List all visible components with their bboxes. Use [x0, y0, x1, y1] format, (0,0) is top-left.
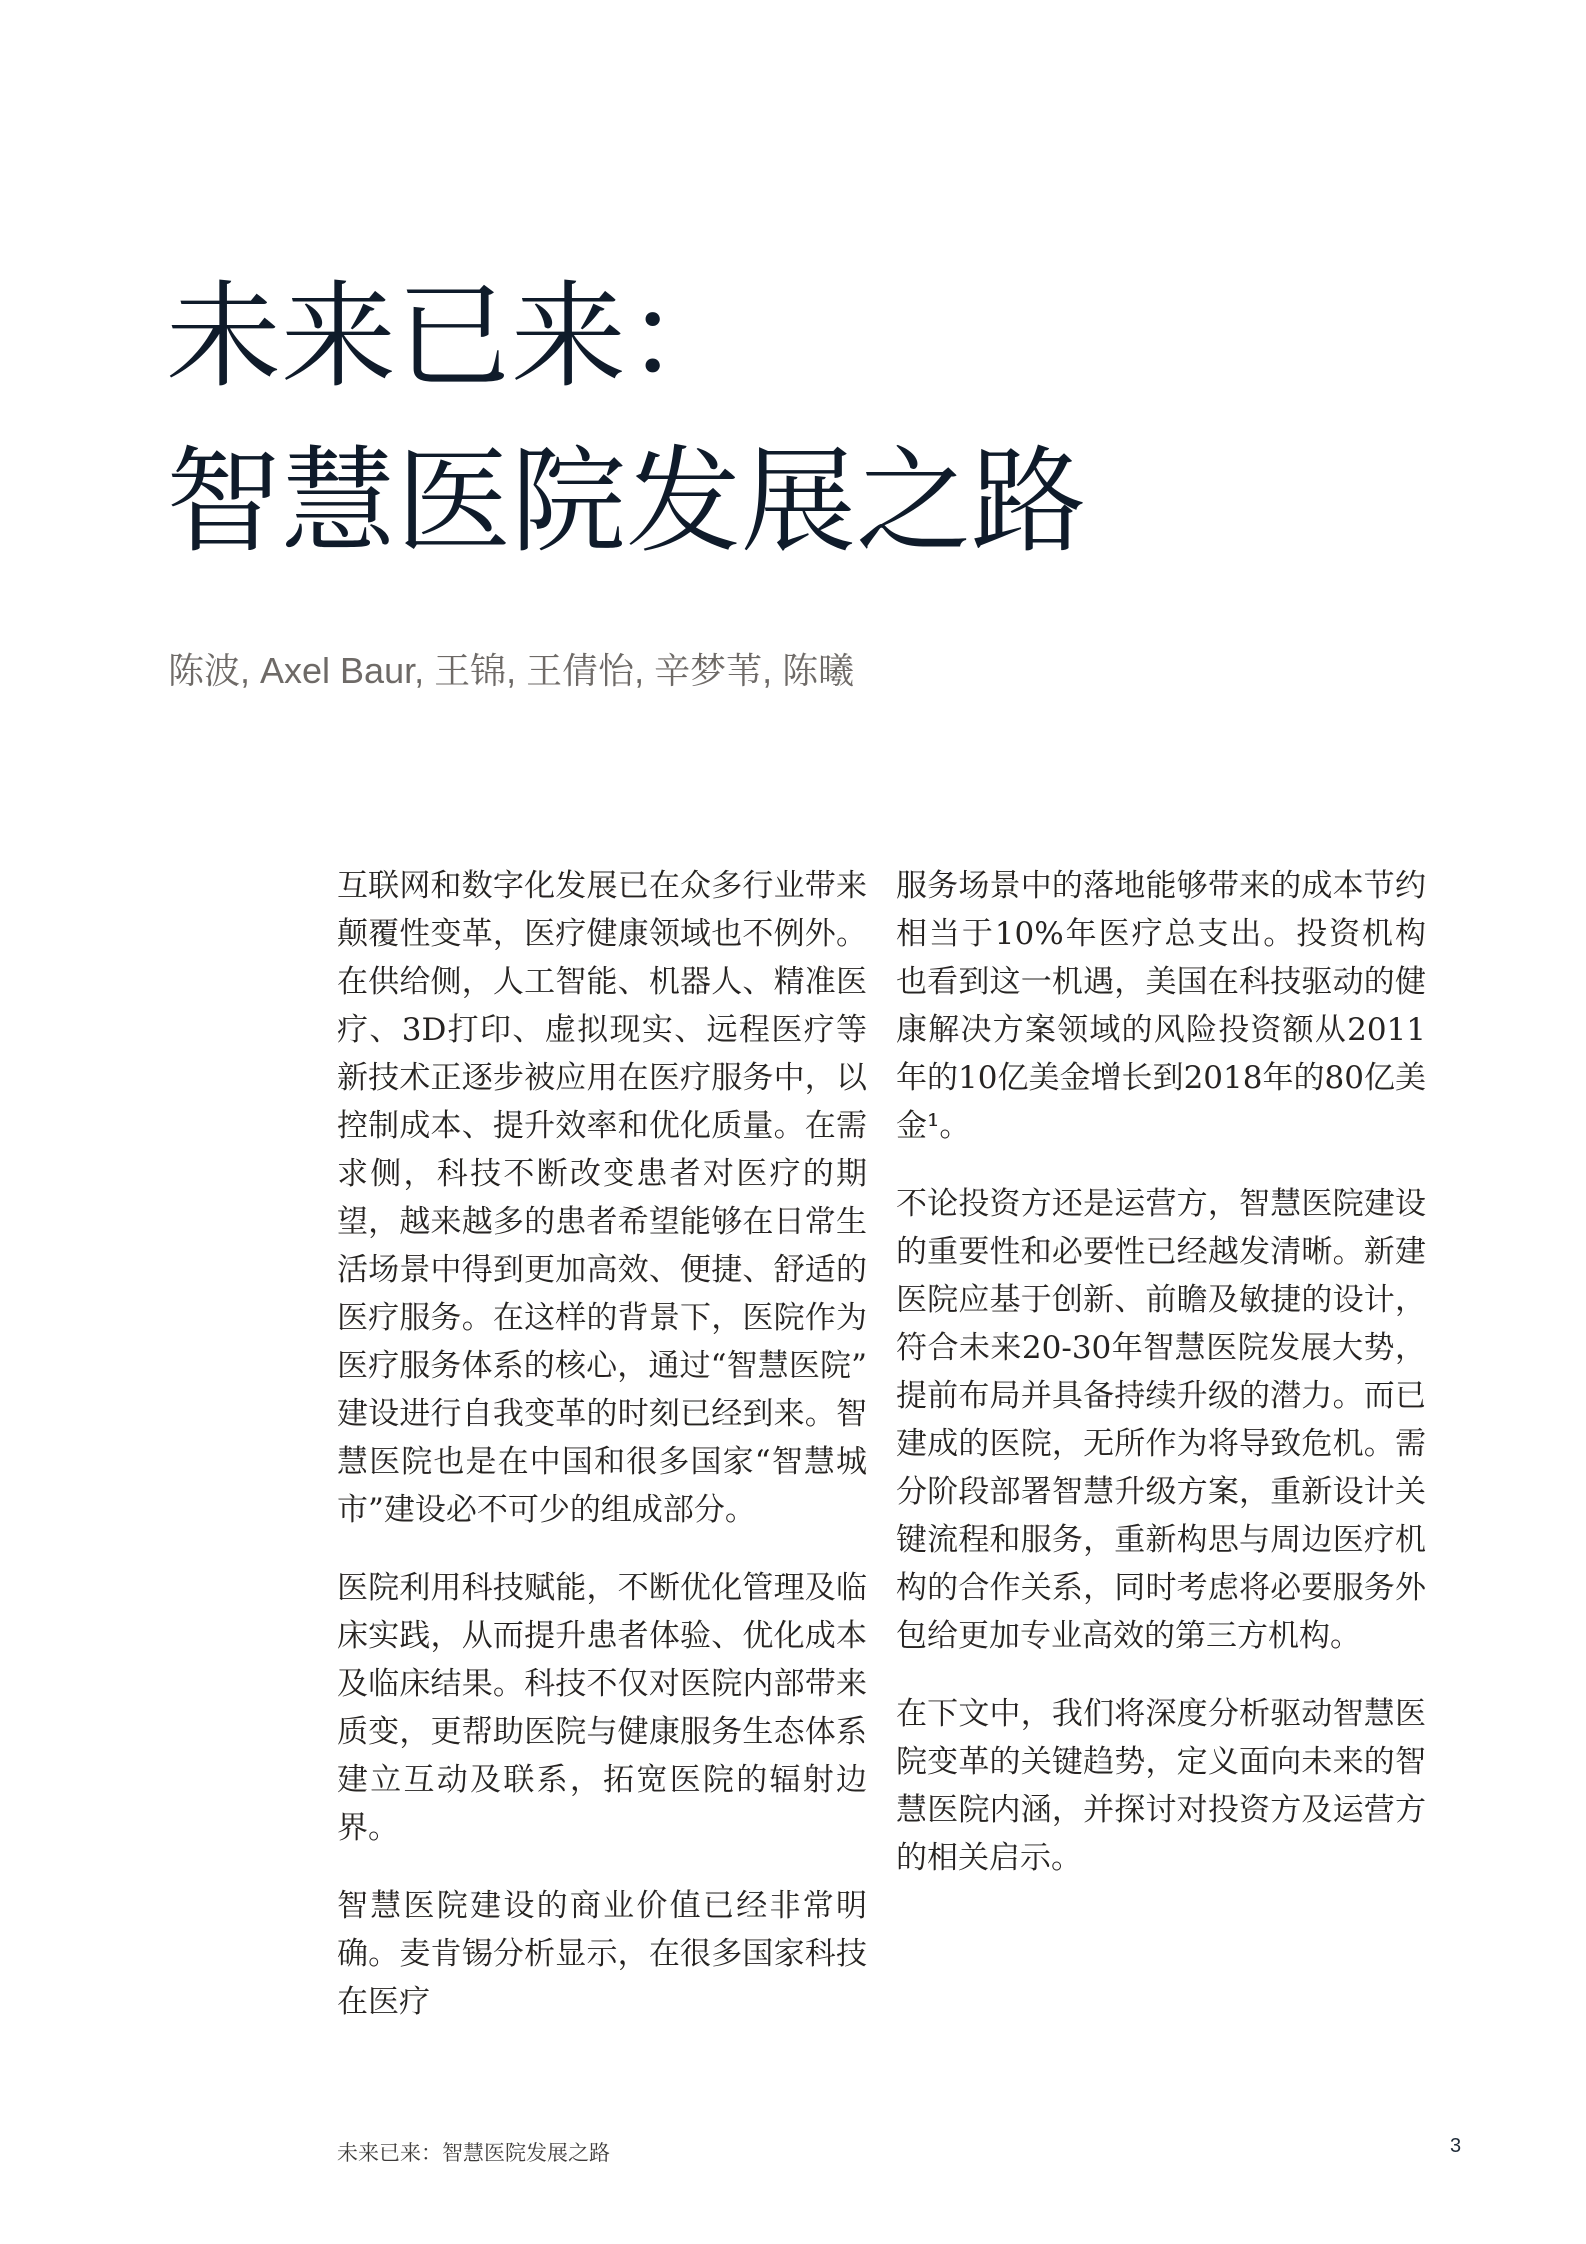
title-line-2: 智慧医院发展之路: [166, 435, 1087, 569]
paragraph-tech-enablement: 医院利用科技赋能，不断优化管理及临床实践，从而提升患者体验、优化成本及临床结果。科技不仅对医院内部带来质变，更帮助医院与健康服务生态体系建立互动及联系，拓宽医院的辐射边界。: [337, 1570, 867, 1846]
running-title: 未来已来：智慧医院发展之路: [337, 2141, 610, 2165]
right-column: [896, 862, 1426, 2026]
article-title-block: [166, 255, 1086, 585]
paragraph-importance: 不论投资方还是运营方，智慧医院建设的重要性和必要性已经越发清晰。新建医院应基于创新、前瞻及敏捷的设计，符合未来20-30年智慧医院发展大势，提前布局并具备持续升级的潜力。而已建成的医院，无所作为将导致危机。需分阶段部署智慧升级方案，重新设计关键流程和服务，重新构思与周边医疗机构的合作关系，同时考虑将必要服务外包给更加专业高效的第三方机构。: [896, 1186, 1426, 1654]
page-title: [166, 255, 1086, 585]
title-line-1: 未来已来：: [166, 270, 742, 404]
byline: 陈波, Axel Baur, 王锦, 王倩怡, 辛梦苇, 陈曦: [168, 650, 855, 691]
paragraph-intro: 互联网和数字化发展已在众多行业带来颠覆性变革，医疗健康领域也不例外。在供给侧，人工智能、机器人、精准医疗、3D打印、虚拟现实、远程医疗等新技术正逐步被应用在医疗服务中，以控制成本、提升效率和优化质量。在需求侧，科技不断改变患者对医疗的期望，越来越多的患者希望能够在日常生活场景中得到更加高效、便捷、舒适的医疗服务。在这样的背景下，医院作为医疗服务体系的核心，通过“智慧医院”建设进行自我变革的时刻已经到来。智慧医院也是在中国和很多国家“智慧城市”建设必不可少的组成部分。: [337, 868, 867, 1528]
paragraph-investment: 服务场景中的落地能够带来的成本节约相当于10%年医疗总支出。投资机构也看到这一机遇，美国在科技驱动的健康解决方案领域的风险投资额从2011年的10亿美金增长到2018年的80亿美金¹。: [896, 868, 1426, 1144]
body-columns: [337, 862, 1426, 2026]
left-column: [337, 862, 867, 2026]
page-number: 3: [1450, 2135, 1462, 2157]
paragraph-outline: 在下文中，我们将深度分析驱动智慧医院变革的关键趋势，定义面向未来的智慧医院内涵，并探讨对投资方及运营方的相关启示。: [896, 1696, 1426, 1876]
paragraph-business-value: 智慧医院建设的商业价值已经非常明确。麦肯锡分析显示，在很多国家科技在医疗: [337, 1888, 867, 2020]
